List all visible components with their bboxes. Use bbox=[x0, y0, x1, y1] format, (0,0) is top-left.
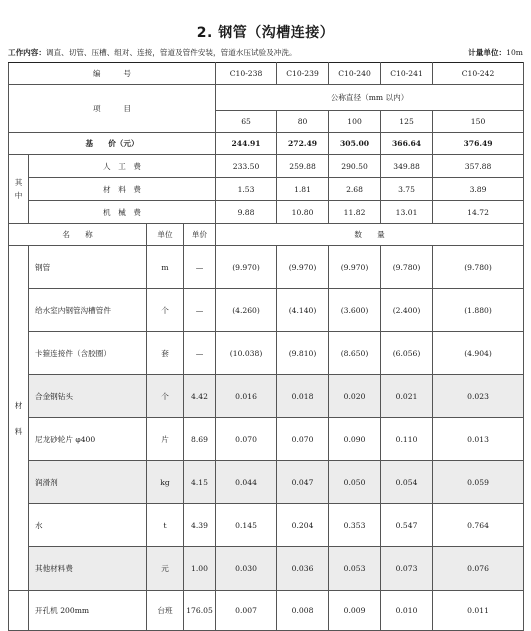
quantity-cell: 0.036 bbox=[277, 547, 329, 591]
quantity-cell: 0.054 bbox=[381, 461, 433, 504]
quantity-cell: 0.076 bbox=[433, 547, 524, 591]
qizhong-char-1: 其 bbox=[14, 178, 23, 187]
diameter-cell: 100 bbox=[329, 111, 381, 133]
quantity-cell: 0.030 bbox=[216, 547, 277, 591]
material-price: — bbox=[184, 332, 216, 375]
base-price-cell: 376.49 bbox=[433, 133, 524, 155]
work-content-text: 调直、切管、压槽、组对、连接，管道及管件安装，管道水压试验及冲洗。 bbox=[45, 48, 297, 57]
fee-name: 材 料 费 bbox=[29, 178, 216, 201]
fee-cell: 10.80 bbox=[277, 201, 329, 224]
quantity-cell: (6.056) bbox=[381, 332, 433, 375]
unit-value: 10m bbox=[506, 48, 523, 57]
quantity-cell: 0.016 bbox=[216, 375, 277, 418]
quantity-cell: 0.044 bbox=[216, 461, 277, 504]
code-cell: C10-238 bbox=[216, 63, 277, 85]
diameter-label: 公称直径（mm 以内） bbox=[216, 85, 524, 111]
unit-header: 单位 bbox=[147, 224, 184, 246]
quantity-cell: (9.970) bbox=[277, 246, 329, 289]
material-unit: 元 bbox=[147, 547, 184, 591]
code-cell: C10-239 bbox=[277, 63, 329, 85]
base-price-row bbox=[9, 133, 524, 155]
fee-cell: 290.50 bbox=[329, 155, 381, 178]
material-fee-row bbox=[9, 178, 524, 201]
page-header-strip bbox=[331, 0, 531, 5]
name-header: 名 称 bbox=[9, 224, 147, 246]
quantity-cell: (9.970) bbox=[329, 246, 381, 289]
diameter-cell: 150 bbox=[433, 111, 524, 133]
material-price: 4.42 bbox=[184, 375, 216, 418]
quantity-cell: 0.010 bbox=[381, 591, 433, 631]
quantity-cell: 0.070 bbox=[277, 418, 329, 461]
quantity-cell: (4.260) bbox=[216, 289, 277, 332]
material-row bbox=[9, 504, 524, 547]
price-header: 单价 bbox=[184, 224, 216, 246]
machine-price: 176.05 bbox=[184, 591, 216, 631]
material-name: 给水室内钢管沟槽管件 bbox=[29, 289, 147, 332]
fee-cell: 2.68 bbox=[329, 178, 381, 201]
quantity-cell: (3.600) bbox=[329, 289, 381, 332]
qizhong-label bbox=[9, 155, 29, 224]
work-content bbox=[8, 47, 297, 58]
machine-section-label bbox=[9, 591, 29, 631]
material-row bbox=[9, 289, 524, 332]
material-row bbox=[9, 246, 524, 289]
fee-cell: 9.88 bbox=[216, 201, 277, 224]
base-price-cell: 305.00 bbox=[329, 133, 381, 155]
quantity-cell: 0.073 bbox=[381, 547, 433, 591]
quantity-cell: 0.053 bbox=[329, 547, 381, 591]
quantity-cell: 0.050 bbox=[329, 461, 381, 504]
material-price: — bbox=[184, 289, 216, 332]
diameter-cell: 65 bbox=[216, 111, 277, 133]
code-cell: C10-241 bbox=[381, 63, 433, 85]
quantity-cell: (1.880) bbox=[433, 289, 524, 332]
material-char-2: 料 bbox=[14, 426, 23, 436]
quantity-cell: 0.009 bbox=[329, 591, 381, 631]
quantity-cell: 0.011 bbox=[433, 591, 524, 631]
fee-name: 人 工 费 bbox=[29, 155, 216, 178]
quota-table bbox=[8, 62, 524, 631]
measurement-unit bbox=[468, 47, 523, 58]
fee-cell: 11.82 bbox=[329, 201, 381, 224]
material-row bbox=[9, 332, 524, 375]
base-price-label: 基 价（元） bbox=[9, 133, 216, 155]
quantity-cell: (4.140) bbox=[277, 289, 329, 332]
quantity-cell: (8.650) bbox=[329, 332, 381, 375]
material-name: 尼龙砂轮片 φ400 bbox=[29, 418, 147, 461]
material-name: 钢管 bbox=[29, 246, 147, 289]
material-price: 4.39 bbox=[184, 504, 216, 547]
page-title: 2. 钢管（沟槽连接） bbox=[196, 25, 335, 41]
diameter-cell: 80 bbox=[277, 111, 329, 133]
material-section-label bbox=[9, 246, 29, 591]
material-price: 1.00 bbox=[184, 547, 216, 591]
machine-fee-row bbox=[9, 201, 524, 224]
quantity-cell: (9.780) bbox=[433, 246, 524, 289]
material-unit: m bbox=[147, 246, 184, 289]
quantity-cell: (4.904) bbox=[433, 332, 524, 375]
quantity-cell: (9.810) bbox=[277, 332, 329, 375]
quantity-cell: 0.008 bbox=[277, 591, 329, 631]
material-row bbox=[9, 461, 524, 504]
machine-unit: 台班 bbox=[147, 591, 184, 631]
code-label: 编 号 bbox=[9, 63, 216, 85]
quantity-header: 数 量 bbox=[216, 224, 524, 246]
fee-cell: 1.81 bbox=[277, 178, 329, 201]
fee-cell: 1.53 bbox=[216, 178, 277, 201]
code-row bbox=[9, 63, 524, 85]
material-char-1: 材 bbox=[14, 400, 23, 410]
quantity-cell: 0.059 bbox=[433, 461, 524, 504]
material-unit: t bbox=[147, 504, 184, 547]
material-row bbox=[9, 375, 524, 418]
material-unit: 个 bbox=[147, 289, 184, 332]
diameter-cell: 125 bbox=[381, 111, 433, 133]
fee-cell: 14.72 bbox=[433, 201, 524, 224]
fee-cell: 3.89 bbox=[433, 178, 524, 201]
work-content-line bbox=[8, 47, 523, 58]
quantity-cell: 0.070 bbox=[216, 418, 277, 461]
code-cell: C10-240 bbox=[329, 63, 381, 85]
column-header-row bbox=[9, 224, 524, 246]
machine-row bbox=[9, 591, 524, 631]
item-label: 项 目 bbox=[9, 85, 216, 133]
fee-cell: 13.01 bbox=[381, 201, 433, 224]
material-row bbox=[9, 547, 524, 591]
quantity-cell: 0.547 bbox=[381, 504, 433, 547]
material-name: 水 bbox=[29, 504, 147, 547]
material-row bbox=[9, 418, 524, 461]
machine-name: 开孔机 200mm bbox=[29, 591, 147, 631]
base-price-cell: 366.64 bbox=[381, 133, 433, 155]
quantity-cell: (9.780) bbox=[381, 246, 433, 289]
quantity-cell: 0.013 bbox=[433, 418, 524, 461]
material-name: 润滑剂 bbox=[29, 461, 147, 504]
material-name: 合金钢钻头 bbox=[29, 375, 147, 418]
material-unit: kg bbox=[147, 461, 184, 504]
material-unit: 片 bbox=[147, 418, 184, 461]
quantity-cell: 0.090 bbox=[329, 418, 381, 461]
quantity-cell: 0.145 bbox=[216, 504, 277, 547]
quantity-cell: 0.204 bbox=[277, 504, 329, 547]
quantity-cell: 0.023 bbox=[433, 375, 524, 418]
material-price: 8.69 bbox=[184, 418, 216, 461]
fee-cell: 3.75 bbox=[381, 178, 433, 201]
quantity-cell: 0.007 bbox=[216, 591, 277, 631]
quantity-cell: 0.047 bbox=[277, 461, 329, 504]
material-unit: 个 bbox=[147, 375, 184, 418]
fee-cell: 259.88 bbox=[277, 155, 329, 178]
fee-cell: 233.50 bbox=[216, 155, 277, 178]
quantity-cell: (9.970) bbox=[216, 246, 277, 289]
material-name: 其他材料费 bbox=[29, 547, 147, 591]
material-price: 4.15 bbox=[184, 461, 216, 504]
quantity-cell: (2.400) bbox=[381, 289, 433, 332]
base-price-cell: 244.91 bbox=[216, 133, 277, 155]
quantity-cell: 0.018 bbox=[277, 375, 329, 418]
code-cell: C10-242 bbox=[433, 63, 524, 85]
fee-cell: 349.88 bbox=[381, 155, 433, 178]
quantity-cell: 0.110 bbox=[381, 418, 433, 461]
material-price: — bbox=[184, 246, 216, 289]
fee-cell: 357.88 bbox=[433, 155, 524, 178]
labor-fee-row bbox=[9, 155, 524, 178]
fee-name: 机 械 费 bbox=[29, 201, 216, 224]
unit-label: 计量单位： bbox=[468, 48, 507, 57]
quantity-cell: (10.038) bbox=[216, 332, 277, 375]
quantity-cell: 0.020 bbox=[329, 375, 381, 418]
base-price-cell: 272.49 bbox=[277, 133, 329, 155]
material-name: 卡箍连接件（含胶圈） bbox=[29, 332, 147, 375]
quantity-cell: 0.764 bbox=[433, 504, 524, 547]
work-content-label: 工作内容： bbox=[8, 48, 46, 57]
quantity-cell: 0.353 bbox=[329, 504, 381, 547]
diameter-label-row bbox=[9, 85, 524, 111]
qizhong-char-2: 中 bbox=[14, 191, 23, 200]
quantity-cell: 0.021 bbox=[381, 375, 433, 418]
material-unit: 套 bbox=[147, 332, 184, 375]
